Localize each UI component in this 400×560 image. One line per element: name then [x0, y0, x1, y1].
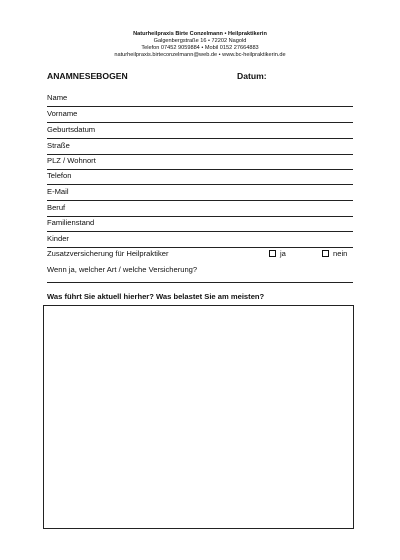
- field-label: Geburtsdatum: [47, 125, 96, 134]
- field-label: Familienstand: [47, 218, 95, 227]
- practice-phone: Telefon 07452 9059884 • Mobil 0152 27664883: [141, 45, 259, 51]
- question-heading: Was führt Sie aktuell hierher? Was belastet Sie am meisten?: [47, 292, 265, 301]
- phone-field[interactable]: [47, 168, 353, 185]
- insurance-row: [47, 246, 353, 262]
- insurance-type-field[interactable]: [47, 262, 353, 283]
- birthdate-field[interactable]: [47, 122, 353, 139]
- field-label: PLZ / Wohnort: [47, 156, 96, 165]
- field-label: Kinder: [47, 234, 69, 243]
- yes-label: ja: [280, 249, 286, 258]
- field-label: Name: [47, 93, 68, 102]
- form-title: ANAMNESEBOGEN: [47, 71, 128, 81]
- practice-header: [0, 31, 400, 59]
- practice-contact: naturheilpraxis.birteconzelmann@web.de • www.bc-heilpraktikerin.de: [114, 52, 286, 58]
- insurance-label: Zusatzversicherung für Heilpraktiker: [47, 249, 169, 258]
- field-label: Wenn ja, welcher Art / welche Versicherung?: [47, 265, 198, 274]
- field-label: E-Mail: [47, 187, 69, 196]
- insurance-yes-option[interactable]: [269, 246, 286, 262]
- field-label: Beruf: [47, 203, 66, 212]
- name-field[interactable]: [47, 90, 353, 107]
- yes-checkbox[interactable]: [269, 250, 276, 257]
- no-checkbox[interactable]: [322, 250, 329, 257]
- field-label: Telefon: [47, 171, 72, 180]
- field-label: Vorname: [47, 109, 78, 118]
- practice-name: Naturheilpraxis Birte Conzelmann • Heilpraktikerin: [133, 31, 267, 37]
- email-field[interactable]: [47, 184, 353, 201]
- form-title-row: [47, 71, 353, 81]
- marital-status-field[interactable]: [47, 215, 353, 232]
- date-label: Datum:: [237, 71, 267, 81]
- field-label: Straße: [47, 141, 70, 150]
- first-name-field[interactable]: [47, 106, 353, 123]
- no-label: nein: [333, 249, 348, 258]
- practice-address: Galgenbergstraße 16 • 72202 Nagold: [153, 38, 247, 44]
- answer-box[interactable]: [43, 305, 354, 529]
- insurance-no-option[interactable]: [322, 246, 347, 262]
